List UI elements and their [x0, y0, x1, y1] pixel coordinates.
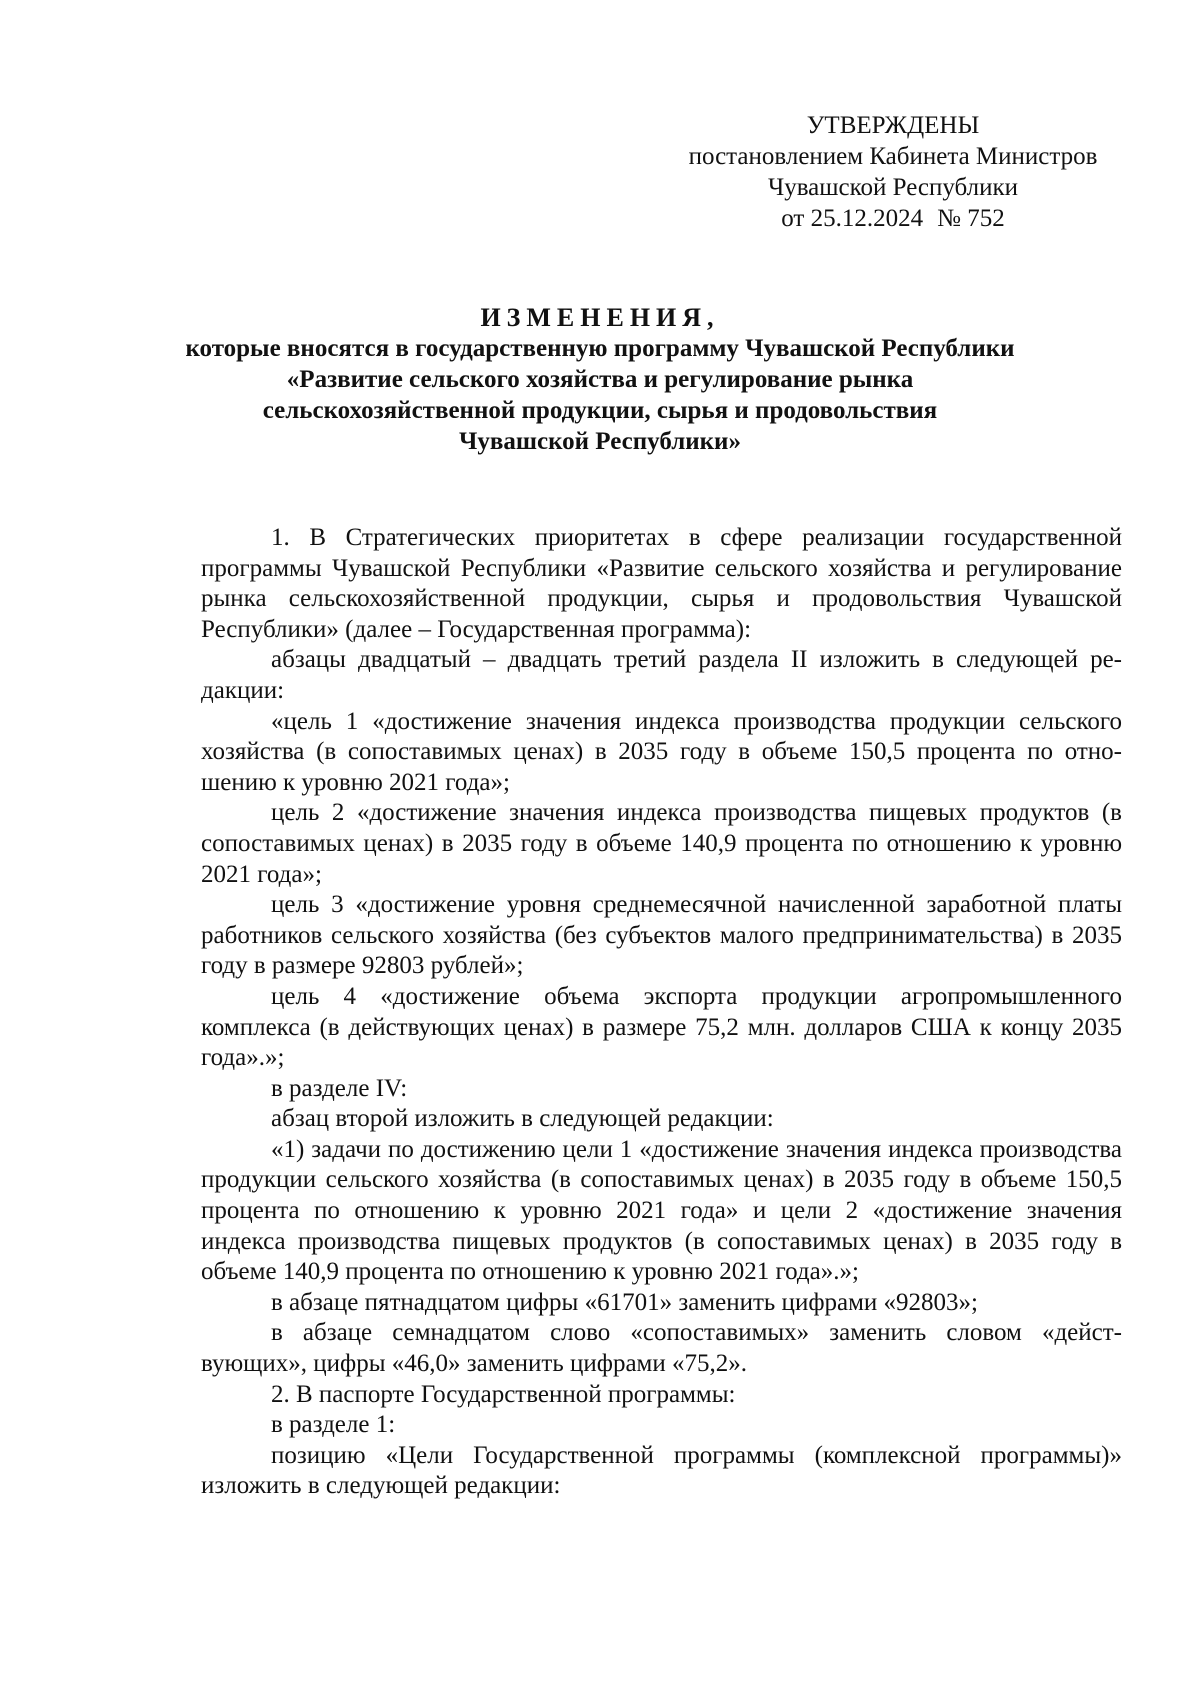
paragraph: 2. В паспорте Государственной программы:: [271, 1380, 736, 1408]
document-title: [160, 302, 1040, 457]
title-line-2: «Развитие сельского хозяйства и регулирование рынка: [286, 366, 914, 393]
paragraph: в абзаце пятнадцатом цифры «61701» заменить цифрами «92803»;: [271, 1288, 979, 1316]
paragraph: в абзаце семнадцатом слово «сопоставимых» заменить словом «действующих», цифры «46,0» заменить цифрами «75,2».: [201, 1319, 1122, 1378]
approval-date-line: [673, 203, 1113, 234]
approval-number: № 752: [937, 205, 1005, 232]
title-line-1: которые вносятся в государственную программу Чувашской Республики: [185, 335, 1015, 362]
paragraph: цель 3 «достижение уровня среднемесячной начисленной заработной платы работников сельского хозяйства (без субъектов малого предпринимательства) в 2035 году в размере 92803 рублей»;: [201, 891, 1122, 980]
approval-date: от 25.12.2024: [781, 205, 924, 232]
paragraph: «цель 1 «достижение значения индекса производства продукции сельского хозяйства (в сопоставимых ценах) в 2035 году в объеме 150,5 процента по отношению к уровню 2021 года»;: [201, 707, 1122, 796]
paragraph: цель 2 «достижение значения индекса производства пищевых продуктов (в сопоставимых ценах) в 2035 году в объеме 140,9 процента по отношению к уровню 2021 года»;: [201, 799, 1122, 888]
approval-stamp: [673, 110, 1113, 234]
approval-authority: постановлением Кабинета Министров: [688, 143, 1098, 170]
title-line-3: сельскохозяйственной продукции, сырья и продовольствия: [262, 397, 938, 424]
paragraph: в разделе 1:: [271, 1411, 396, 1439]
title-line-4: Чувашской Республики»: [459, 428, 741, 455]
paragraph: абзацы двадцатый – двадцать третий раздела II изложить в следующей редакции:: [201, 646, 1122, 704]
approval-heading: УТВЕРЖДЕНЫ: [806, 112, 980, 139]
paragraph: цель 4 «достижение объема экспорта продукции агропромышленного комплекса (в действующих ценах) в размере 75,2 млн. долларов США к концу 2035 года».»;: [201, 982, 1122, 1072]
paragraph: 1. В Стратегических приоритетах в сфере реализации государственной программы Чувашской Республики «Развитие сельского хозяйства и регулирование рынка сельскохозяйственной продукции, сырья и продовольствия Чувашской Республики» (далее – Государственная программа):: [201, 524, 1122, 643]
paragraph: «1) задачи по достижению цели 1 «достижение значения индекса производства продукции сельского хозяйства (в сопоставимых ценах) в 2035 году в объеме 150,5 процента по отношению к уровню 2021 года» и цели 2 «достижение значения индекса производства пищевых продуктов (в сопоставимых ценах) в 2035 году в объеме 140,9 процента по отношению к уровню 2021 года».»;: [201, 1135, 1122, 1286]
document-body: [201, 523, 1122, 1502]
paragraph: в разделе IV:: [271, 1074, 408, 1102]
paragraph: абзац второй изложить в следующей редакции:: [271, 1105, 774, 1133]
approval-region: Чувашской Республики: [767, 174, 1019, 201]
paragraph: позицию «Цели Государственной программы (комплексной программы)» изложить в следующей редакции:: [201, 1441, 1122, 1500]
title-heading: ИЗМЕНЕНИЯ,: [480, 303, 720, 332]
